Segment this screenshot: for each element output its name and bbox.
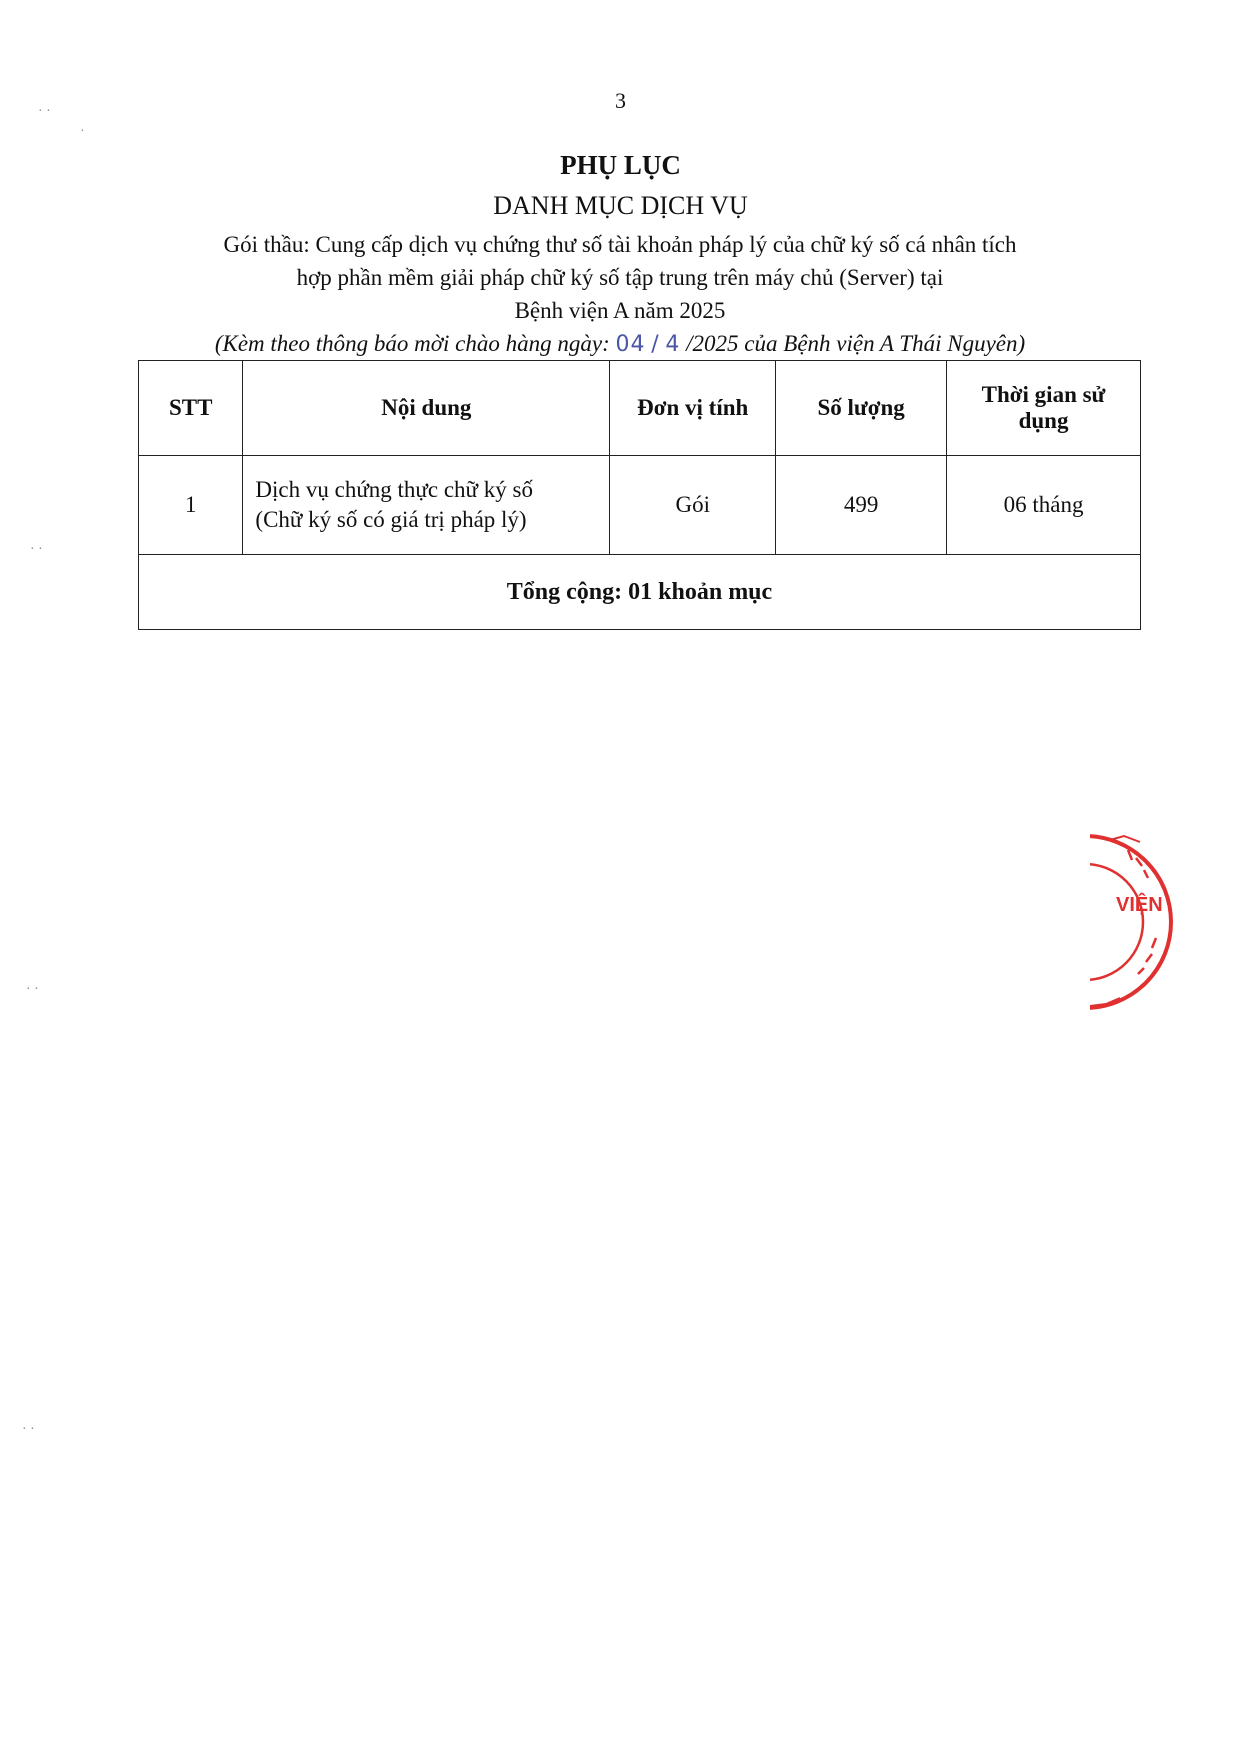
cell-duration: 06 tháng <box>947 456 1141 555</box>
header-content: Nội dung <box>243 361 610 456</box>
header-unit: Đơn vị tính <box>610 361 776 456</box>
header-duration: Thời gian sử dụng <box>947 361 1141 456</box>
handwritten-day: 04 <box>615 332 646 357</box>
page-number: 3 <box>615 88 626 113</box>
package-line-2: hợp phần mềm giải pháp chữ ký số tập trung trên máy chủ (Server) tại <box>296 265 944 290</box>
attachment-note: (Kèm theo thông báo mời chào hàng ngày: 04 / 4 /2025 của Bệnh viện A Thái Nguyên) <box>214 331 1026 357</box>
attachment-prefix: (Kèm theo thông báo mời chào hàng ngày: <box>214 331 610 356</box>
seal-text: VIỆN <box>1116 894 1163 916</box>
package-line-3: Bệnh viện A năm 2025 <box>514 298 726 323</box>
scan-speck: · · <box>38 104 51 119</box>
cell-content-line-1: Dịch vụ chứng thực chữ ký số <box>255 477 533 502</box>
table-row <box>139 456 1141 555</box>
attachment-suffix: /2025 của Bệnh viện A Thái Nguyên) <box>686 331 1026 356</box>
cell-quantity: 499 <box>776 456 947 555</box>
handwritten-month: 4 <box>665 332 681 357</box>
seal-icon <box>1090 828 1230 1016</box>
total-cell: Tổng cộng: 01 khoản mục <box>139 555 1141 630</box>
cell-content-line-2: (Chữ ký số có giá trị pháp lý) <box>255 507 527 532</box>
official-seal <box>1090 828 1230 1016</box>
header-stt: STT <box>139 361 243 456</box>
document-subtitle: DANH MỤC DỊCH VỤ <box>493 191 748 220</box>
scan-speck: · · <box>30 542 43 557</box>
scan-speck: · · <box>26 982 39 997</box>
header-quantity: Số lượng <box>776 361 947 456</box>
package-description <box>140 228 1100 327</box>
scan-speck: · <box>80 124 85 139</box>
cell-unit: Gói <box>610 456 776 555</box>
scan-speck: · · <box>22 1422 35 1437</box>
total-row <box>139 555 1141 630</box>
table-header-row <box>139 361 1141 456</box>
document-title: PHỤ LỤC <box>560 150 681 180</box>
package-line-1: Gói thầu: Cung cấp dịch vụ chứng thư số tài khoản pháp lý của chữ ký số cá nhân tích <box>223 232 1017 257</box>
cell-stt: 1 <box>139 456 243 555</box>
service-table <box>138 360 1141 630</box>
cell-content <box>243 456 610 555</box>
